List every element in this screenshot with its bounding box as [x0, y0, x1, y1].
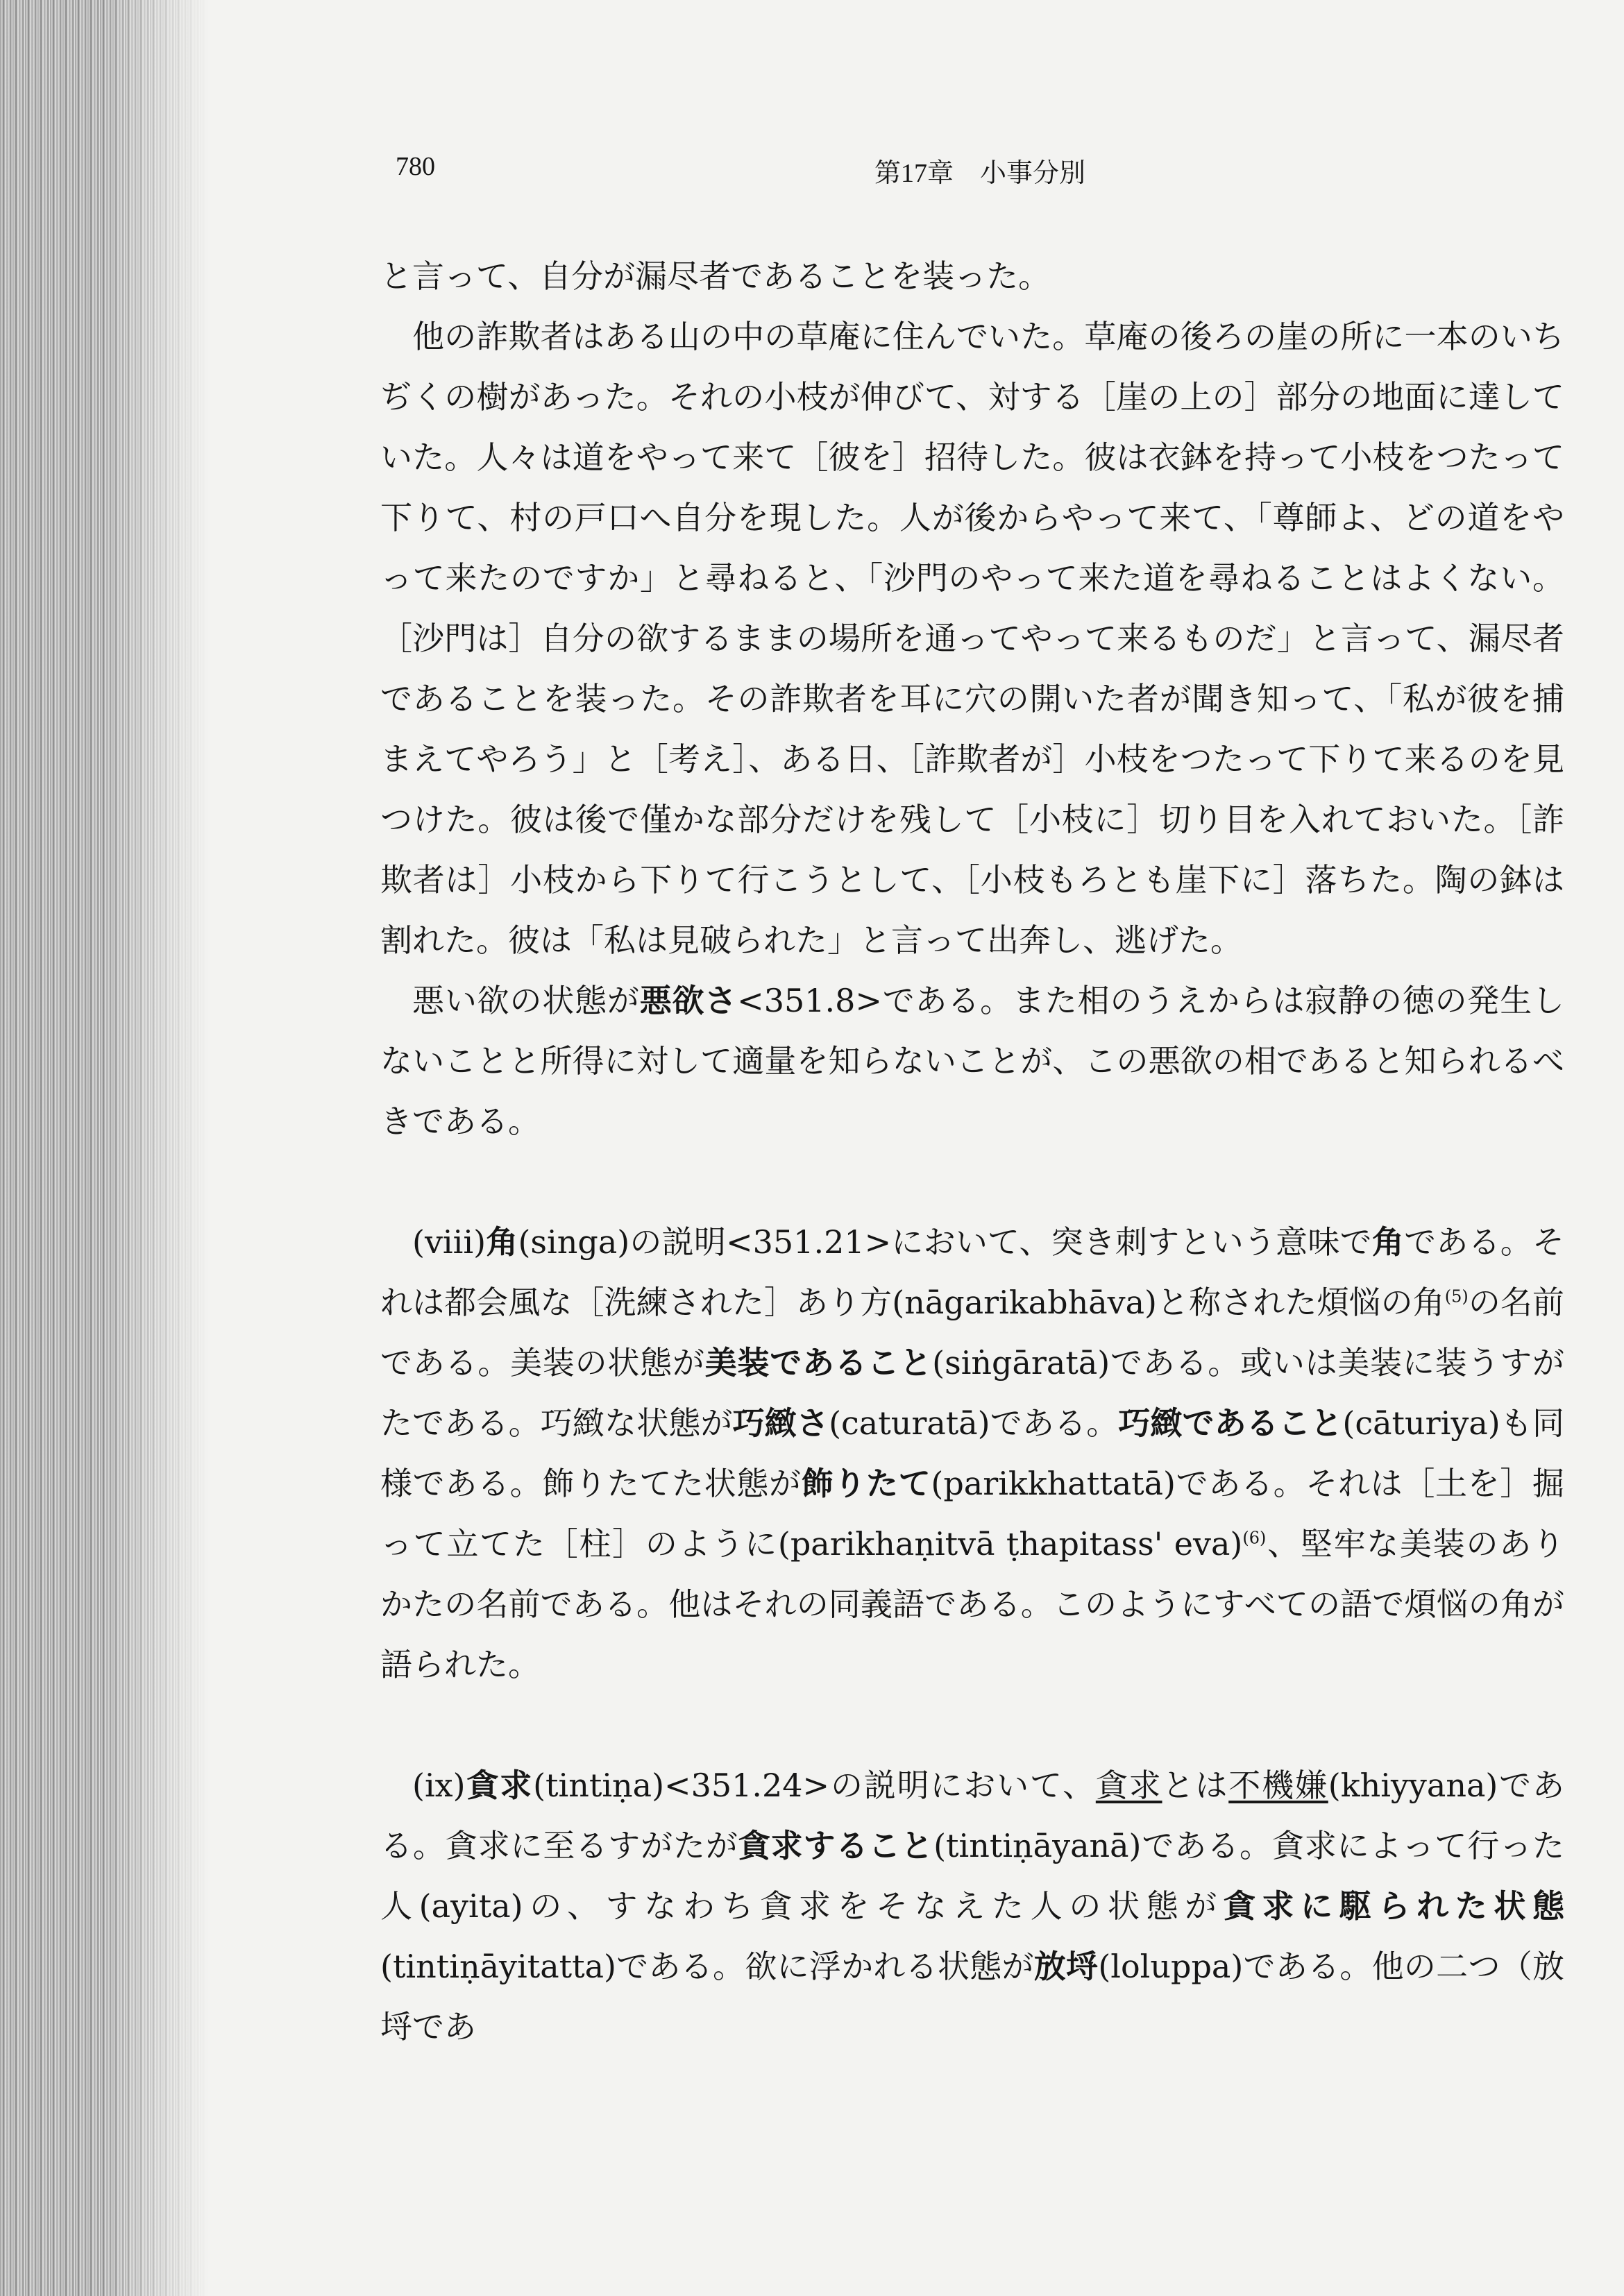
term-kazaritate: 飾りたて — [801, 1465, 931, 1502]
underlined-tongu: 貪求 — [1095, 1767, 1162, 1804]
body-text — [380, 246, 1564, 2057]
p4-t5: (siṅgāratā)である。或いは美装に装うすがたである。巧緻な状態が — [380, 1344, 1565, 1442]
paragraph-3 — [380, 971, 1564, 1152]
underlined-fukigen: 不機嫌 — [1228, 1767, 1328, 1804]
p4-t2: (singa)の説明<351.21>において、突き刺すという意味で — [518, 1223, 1372, 1261]
p2-text: 他の詐欺者はある山の中の草庵に住んでいた。草庵の後ろの崖の所に一本のいちぢくの樹があった。それの小枝が伸びて、対する［崖の上の］部分の地面に達していた。人々は道をやって来て［彼を］招待した。彼は衣鉢を持って小枝をつたって下りて、村の戸口へ自分を現した。人が後からやって来て、「尊師よ、どの道をやって来たのですか」と尋ねると、「沙門のやって来た道を尋ねることはよくない。［沙門は］自分の欲するままの場所を通ってやって来るものだ」と言って、漏尽者であることを装った。その詐欺者を耳に穴の開いた者が聞き知って、「私が彼を捕まえてやろう」と［考え］、ある日、［詐欺者が］小枝をつたって下りて来るのを見つけた。彼は後で僅かな部分だけを残して［小枝に］切り目を入れておいた。［詐欺者は］小枝から下りて行こうとして、［小枝もろとも崖下に］落ちた。陶の鉢は割れた。彼は「私は見破られた」と言って出奔し、逃げた。 — [380, 318, 1565, 959]
running-head: 第17章 小事分別 — [874, 159, 1086, 188]
scan-binding-edge — [0, 0, 208, 2296]
term-tongu-kakarareta: 貪求に駆られた状態 — [1223, 1887, 1565, 1925]
page-number: 780 — [396, 152, 435, 181]
section-gap — [380, 1695, 1564, 1755]
term-kochi: 巧緻であること — [1118, 1404, 1343, 1442]
p5-t2: (tintiṇa)<351.24>の説明において、 — [533, 1767, 1096, 1804]
paragraph-5 — [380, 1755, 1564, 2057]
p4-t6: (caturatā)である。 — [829, 1404, 1119, 1442]
p4-t3: である。それは都会風な［洗練された］あり方(nāgarikabhāva)と称された煩悩の角 — [380, 1223, 1565, 1321]
p5-t3: とは — [1162, 1767, 1229, 1804]
p3-t1: 悪い欲の状態が — [412, 982, 640, 1019]
term-tsuno-2: 角 — [1371, 1223, 1405, 1261]
paragraph-4 — [380, 1212, 1564, 1695]
p3-t2: <351.8>である。また相のうえからは寂静の徳の発生しないことと所得に対して適量を知らないことが、この悪欲の相であると知られるべきである。 — [380, 982, 1565, 1140]
p4-t1: (viii) — [412, 1223, 487, 1261]
term-kochisa: 巧緻さ — [732, 1404, 829, 1442]
section-gap — [380, 1152, 1564, 1212]
p4-t7: (cāturiya)も同様である。飾りたてた状態が — [380, 1404, 1565, 1502]
p4-t8: (parikkhattatā)である。それは［土を］掘って立てた［柱］のように(parikhaṇitvā ṭhapitass' eva) — [380, 1465, 1565, 1563]
p4-t9: 、堅牢な美装のありかたの名前である。他はそれの同義語である。このようにすべての語で煩悩の角が語られた。 — [380, 1525, 1565, 1683]
paragraph-2 — [380, 307, 1564, 971]
p4-t4: の名前である。美装の状態が — [380, 1284, 1564, 1381]
p5-t5: (tintiṇāyanā)である。貪求によって行った人(ayita)の、すなわち貪求をそなえた人の状態が — [380, 1827, 1564, 1925]
term-akuyokusa: 悪欲さ — [639, 982, 738, 1019]
p1-text: と言って、自分が漏尽者であることを装った。 — [380, 257, 1051, 295]
p5-t7: (loluppa)である。他の二つ（放埒であ — [380, 1948, 1564, 2046]
footnote-ref-6: (6) — [1242, 1528, 1267, 1548]
p5-t1: (ix) — [412, 1767, 466, 1804]
footnote-ref-5: (5) — [1444, 1286, 1469, 1307]
term-horatsu: 放埒 — [1033, 1948, 1099, 1985]
page-header — [396, 151, 1575, 200]
term-tsuno: 角 — [486, 1223, 518, 1261]
p5-t6: (tintiṇāyitatta)である。欲に浮かれる状態が — [380, 1948, 1034, 1985]
term-tongu-suru: 貪求すること — [738, 1827, 934, 1864]
term-tongu: 貪求 — [465, 1767, 534, 1804]
p5-t4: (khiyyana)である。貪求に至るすがたが — [380, 1767, 1565, 1864]
term-biso: 美装であること — [704, 1344, 933, 1381]
paragraph-1 — [380, 246, 1564, 307]
